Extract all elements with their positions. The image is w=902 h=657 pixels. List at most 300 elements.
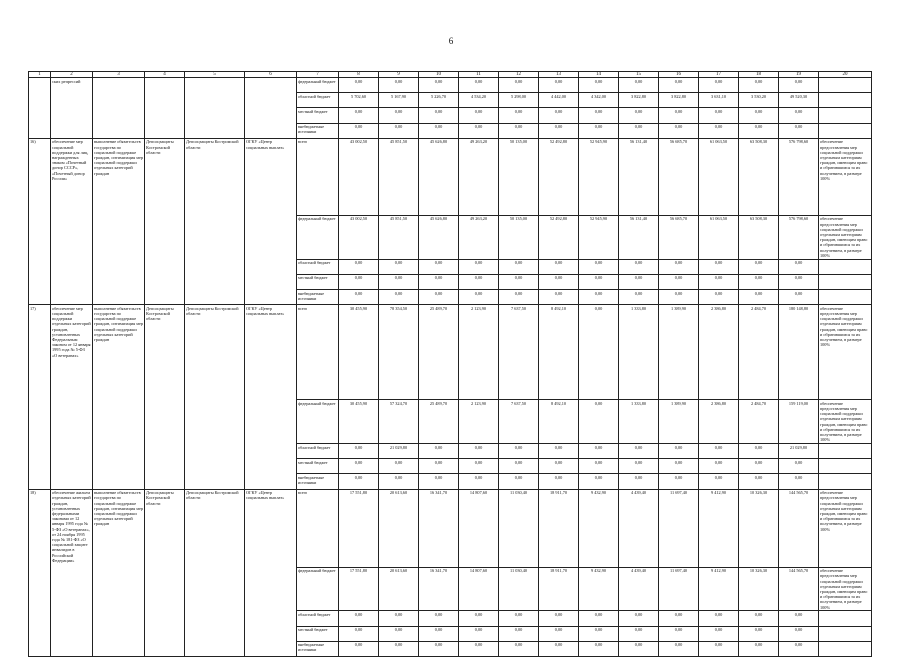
amount-cell: 0,00 xyxy=(619,123,659,138)
amount-cell: 4 342,00 xyxy=(579,93,619,108)
amount-cell: 3 822,80 xyxy=(659,93,699,108)
amount-cell: 0,00 xyxy=(459,123,499,138)
amount-cell: 0,00 xyxy=(339,78,379,93)
amount-cell: 0,00 xyxy=(579,274,619,289)
amount-cell: 3 822,80 xyxy=(619,93,659,108)
amount-cell: 78 354,50 xyxy=(379,305,419,400)
amount-cell: 144 565,70 xyxy=(779,567,819,611)
amount-cell: 0,00 xyxy=(379,289,419,304)
amount-cell: 30 455,90 xyxy=(339,305,379,400)
expected-result: обеспечение предоставления мер социальной поддержки отдельным категориям граждан, имеющим право и обратившимся за их получением, в размере 100% xyxy=(819,567,872,611)
amount-cell: 0,00 xyxy=(379,474,419,489)
amount-cell: 1 333,80 xyxy=(619,305,659,400)
amount-cell: 0,00 xyxy=(739,274,779,289)
amount-cell: 0,00 xyxy=(619,274,659,289)
amount-cell: 0,00 xyxy=(619,474,659,489)
expected-result: обеспечение предоставления мер социальной поддержки отдельным категориям граждан, имеющим право и обратившимся за их получением, в размере 100% xyxy=(819,305,872,400)
funding-source: внебюджетные источники xyxy=(297,289,339,304)
amount-cell: 0,00 xyxy=(339,259,379,274)
amount-cell: 0,00 xyxy=(779,289,819,304)
column-number: 4 xyxy=(145,72,185,78)
funding-source: федеральный бюджет xyxy=(297,567,339,611)
amount-cell: 0,00 xyxy=(579,108,619,123)
amount-cell: 0,00 xyxy=(459,289,499,304)
amount-cell: 1 389,90 xyxy=(659,400,699,444)
column-number: 15 xyxy=(619,72,659,78)
amount-cell: 0,00 xyxy=(619,443,659,458)
column-number: 6 xyxy=(245,72,297,78)
amount-cell: 5 167,90 xyxy=(379,93,419,108)
amount-cell: 2 386,80 xyxy=(699,400,739,444)
amount-cell: 9 432,90 xyxy=(579,567,619,611)
amount-cell: 52 945,90 xyxy=(579,215,619,259)
amount-cell: 0,00 xyxy=(659,259,699,274)
amount-cell: 11 697,40 xyxy=(659,567,699,611)
column-number: 20 xyxy=(819,72,872,78)
amount-cell: 0,00 xyxy=(739,123,779,138)
amount-cell: 0,00 xyxy=(739,641,779,656)
amount-cell: 11 030,40 xyxy=(499,489,539,567)
amount-cell: 0,00 xyxy=(779,123,819,138)
amount-cell: 0,00 xyxy=(699,78,739,93)
amount-cell: 25 489,70 xyxy=(419,400,459,444)
amount-cell: 0,00 xyxy=(459,611,499,626)
amount-cell: 49 263,20 xyxy=(459,215,499,259)
amount-cell: 0,00 xyxy=(699,611,739,626)
amount-cell: 3 631,10 xyxy=(699,93,739,108)
funding-source: внебюджетные источники xyxy=(297,474,339,489)
amount-cell: 16 341,70 xyxy=(419,489,459,567)
amount-cell: 2 484,70 xyxy=(739,400,779,444)
amount-cell: 0,00 xyxy=(579,626,619,641)
empty-cell xyxy=(819,259,872,274)
amount-cell: 17 551,80 xyxy=(339,489,379,567)
amount-cell: 43 002,50 xyxy=(339,215,379,259)
amount-cell: 0,00 xyxy=(499,443,539,458)
amount-cell: 0,00 xyxy=(659,78,699,93)
amount-cell: 18 911,70 xyxy=(539,567,579,611)
amount-cell: 9 412,90 xyxy=(699,489,739,567)
amount-cell: 4 439,40 xyxy=(619,567,659,611)
amount-cell: 0,00 xyxy=(499,259,539,274)
obligation-text: выполнение обязательств государства по социальной поддержке граждан, оптимизация мер социальной поддержки отдельных категорий граждан xyxy=(93,138,145,304)
amount-cell: 0,00 xyxy=(539,611,579,626)
amount-cell: 0,00 xyxy=(339,611,379,626)
amount-cell: 0,00 xyxy=(339,474,379,489)
column-number: 13 xyxy=(539,72,579,78)
amount-cell: 0,00 xyxy=(539,78,579,93)
co-executor: Депсоцзащиты Костромской области xyxy=(185,138,245,304)
amount-cell: 2 484,70 xyxy=(739,305,779,400)
amount-cell: 0,00 xyxy=(739,474,779,489)
amount-cell: 0,00 xyxy=(419,474,459,489)
amount-cell: 0,00 xyxy=(659,626,699,641)
amount-cell: 0,00 xyxy=(339,289,379,304)
amount-cell: 0,00 xyxy=(699,123,739,138)
funding-source: всего xyxy=(297,489,339,567)
amount-cell: 2 386,80 xyxy=(699,305,739,400)
event-name: обеспечение мер социальной поддержки для лиц, награжденных знаком «Почетный донор СССР», «Почетный донор России» xyxy=(51,138,93,304)
amount-cell: 7 637,50 xyxy=(499,400,539,444)
amount-cell: 45 851,50 xyxy=(379,215,419,259)
amount-cell: 0,00 xyxy=(539,274,579,289)
funding-source: местный бюджет xyxy=(297,108,339,123)
program-table xyxy=(28,71,872,657)
funding-source: всего xyxy=(297,138,339,215)
amount-cell: 0,00 xyxy=(379,459,419,474)
amount-cell: 11 030,40 xyxy=(499,567,539,611)
amount-cell: 0,00 xyxy=(379,78,419,93)
amount-cell: 0,00 xyxy=(459,641,499,656)
expected-result: обеспечение предоставления мер социальной поддержки отдельным категориям граждан, имеющим право и обратившимся за их получением, в размере 100% xyxy=(819,400,872,444)
amount-cell: 144 565,70 xyxy=(779,489,819,567)
amount-cell: 0,00 xyxy=(779,474,819,489)
amount-cell: 0,00 xyxy=(779,108,819,123)
executor: Депсоцзащиты Костромской области xyxy=(145,138,185,304)
amount-cell: 0,00 xyxy=(539,123,579,138)
column-number: 18 xyxy=(739,72,779,78)
amount-cell: 0,00 xyxy=(699,443,739,458)
amount-cell: 0,00 xyxy=(539,108,579,123)
amount-cell: 61 063,50 xyxy=(699,215,739,259)
amount-cell: 0,00 xyxy=(419,459,459,474)
column-number: 19 xyxy=(779,72,819,78)
amount-cell: 30 455,90 xyxy=(339,400,379,444)
amount-cell: 0,00 xyxy=(739,289,779,304)
amount-cell: 0,00 xyxy=(339,108,379,123)
amount-cell: 8 492,10 xyxy=(539,305,579,400)
empty-cell xyxy=(819,108,872,123)
amount-cell: 8 492,10 xyxy=(539,400,579,444)
amount-cell: 0,00 xyxy=(459,443,499,458)
column-number: 16 xyxy=(659,72,699,78)
amount-cell: 0,00 xyxy=(379,274,419,289)
amount-cell: 0,00 xyxy=(659,459,699,474)
empty-cell xyxy=(819,641,872,656)
amount-cell: 4 439,40 xyxy=(619,489,659,567)
amount-cell: 0,00 xyxy=(419,123,459,138)
amount-cell: 0,00 xyxy=(499,641,539,656)
amount-cell: 0,00 xyxy=(699,108,739,123)
amount-cell: 1 333,80 xyxy=(619,400,659,444)
amount-cell: 5 226,70 xyxy=(419,93,459,108)
amount-cell: 0,00 xyxy=(539,459,579,474)
amount-cell: 0,00 xyxy=(699,626,739,641)
event-name: обеспечение мер социальной поддержки отдельных категорий граждан, установленных Федеральным законом от 12 января 1995 года № 5-ФЗ «О ветеранах» xyxy=(51,305,93,489)
amount-cell: 0,00 xyxy=(659,443,699,458)
event-name: обеспечение жильем отдельных категорий граждан, установленных федеральными законами от 12 января 1995 года № 5-ФЗ «О ветеранах», от 24 ноября 1995 года № 181-ФЗ «О социальной защите инвалидов в Российской Федерации» xyxy=(51,489,93,656)
column-number: 5 xyxy=(185,72,245,78)
amount-cell: 0,00 xyxy=(379,611,419,626)
amount-cell: 11 697,40 xyxy=(659,489,699,567)
amount-cell: 0,00 xyxy=(419,108,459,123)
recipient: ОГКУ «Центр социальных выплат» xyxy=(245,138,297,304)
amount-cell: 57 324,70 xyxy=(379,400,419,444)
funding-source: областной бюджет xyxy=(297,93,339,108)
amount-cell: 0,00 xyxy=(779,78,819,93)
amount-cell: 0,00 xyxy=(619,78,659,93)
amount-cell: 0,00 xyxy=(699,474,739,489)
amount-cell: 0,00 xyxy=(499,274,539,289)
recipient: ОГКУ «Центр социальных выплат» xyxy=(245,305,297,489)
amount-cell: 0,00 xyxy=(499,459,539,474)
amount-cell: 0,00 xyxy=(379,259,419,274)
column-number: 9 xyxy=(379,72,419,78)
amount-cell: 0,00 xyxy=(579,78,619,93)
amount-cell: 45 851,50 xyxy=(379,138,419,215)
amount-cell: 4 534,20 xyxy=(459,93,499,108)
amount-cell: 0,00 xyxy=(659,641,699,656)
amount-cell: 0,00 xyxy=(539,443,579,458)
amount-cell: 0,00 xyxy=(339,443,379,458)
amount-cell: 63 508,30 xyxy=(739,215,779,259)
amount-cell: 0,00 xyxy=(459,474,499,489)
amount-cell: 0,00 xyxy=(659,123,699,138)
funding-source: областной бюджет xyxy=(297,443,339,458)
amount-cell: 0,00 xyxy=(459,274,499,289)
amount-cell: 0,00 xyxy=(619,108,659,123)
amount-cell: 0,00 xyxy=(659,274,699,289)
amount-cell: 61 063,50 xyxy=(699,138,739,215)
empty-cell xyxy=(819,78,872,93)
amount-cell: 0,00 xyxy=(499,474,539,489)
amount-cell: 20 613,60 xyxy=(379,567,419,611)
column-number: 7 xyxy=(297,72,339,78)
expected-result: обеспечение предоставления мер социальной поддержки отдельным категориям граждан, имеющим право и обратившимся за их получением, в размере 100% xyxy=(819,215,872,259)
amount-cell: 0,00 xyxy=(579,459,619,474)
amount-cell: 18 911,70 xyxy=(539,489,579,567)
amount-cell: 0,00 xyxy=(739,611,779,626)
amount-cell: 14 807,60 xyxy=(459,489,499,567)
amount-cell: 21 029,80 xyxy=(379,443,419,458)
funding-source: внебюджетные источники xyxy=(297,641,339,656)
amount-cell: 0,00 xyxy=(739,259,779,274)
amount-cell: 0,00 xyxy=(699,274,739,289)
amount-cell: 0,00 xyxy=(339,459,379,474)
amount-cell: 21 029,80 xyxy=(779,443,819,458)
amount-cell: 0,00 xyxy=(339,123,379,138)
amount-cell: 0,00 xyxy=(579,305,619,400)
funding-source: областной бюджет xyxy=(297,259,339,274)
amount-cell: 14 807,60 xyxy=(459,567,499,611)
amount-cell: 0,00 xyxy=(379,108,419,123)
amount-cell: 0,00 xyxy=(779,611,819,626)
amount-cell: 0,00 xyxy=(779,641,819,656)
column-number: 17 xyxy=(699,72,739,78)
amount-cell: 180 148,80 xyxy=(779,305,819,400)
column-number: 12 xyxy=(499,72,539,78)
amount-cell: 0,00 xyxy=(619,641,659,656)
amount-cell: 576 798,60 xyxy=(779,138,819,215)
amount-cell: 0,00 xyxy=(739,459,779,474)
row-number: 18) xyxy=(29,489,51,656)
table-row xyxy=(29,138,872,215)
page-number: 6 xyxy=(448,36,454,46)
amount-cell: 0,00 xyxy=(579,611,619,626)
amount-cell: 159 119,00 xyxy=(779,400,819,444)
amount-cell: 0,00 xyxy=(419,641,459,656)
expected-result: обеспечение предоставления мер социальной поддержки отдельным категориям граждан, имеющим право и обратившимся за их получением, в размере 100% xyxy=(819,489,872,567)
column-number: 11 xyxy=(459,72,499,78)
empty-cell xyxy=(819,474,872,489)
amount-cell: 0,00 xyxy=(459,626,499,641)
executor: Депсоцзащиты Костромской области xyxy=(145,489,185,656)
table-row xyxy=(29,489,872,567)
amount-cell: 4 442,00 xyxy=(539,93,579,108)
amount-cell: 25 489,70 xyxy=(419,305,459,400)
amount-cell: 0,00 xyxy=(379,123,419,138)
amount-cell: 0,00 xyxy=(659,611,699,626)
obligation-text: выполнение обязательств государства по социальной поддержке граждан, оптимизация мер социальной поддержки отдельных категорий граждан xyxy=(93,305,145,489)
amount-cell: 0,00 xyxy=(779,459,819,474)
amount-cell: 0,00 xyxy=(419,626,459,641)
executor: Депсоцзащиты Костромской области xyxy=(145,305,185,489)
amount-cell: 0,00 xyxy=(499,108,539,123)
amount-cell: 52 492,80 xyxy=(539,215,579,259)
amount-cell: 45 626,80 xyxy=(419,215,459,259)
row-number: 17) xyxy=(29,305,51,489)
funding-source: федеральный бюджет xyxy=(297,215,339,259)
amount-cell: 0,00 xyxy=(739,626,779,641)
amount-cell: 9 412,90 xyxy=(699,567,739,611)
amount-cell: 16 341,70 xyxy=(419,567,459,611)
amount-cell: 0,00 xyxy=(579,400,619,444)
amount-cell: 0,00 xyxy=(779,259,819,274)
amount-cell: 45 626,80 xyxy=(419,138,459,215)
obligation-text: выполнение обязательств государства по социальной поддержке граждан, оптимизация мер социальной поддержки отдельных категорий граждан xyxy=(93,489,145,656)
amount-cell: 56 685,70 xyxy=(659,215,699,259)
column-number: 2 xyxy=(51,72,93,78)
empty-cell xyxy=(819,123,872,138)
empty-cell xyxy=(245,78,297,139)
amount-cell: 0,00 xyxy=(619,626,659,641)
amount-cell: 0,00 xyxy=(459,259,499,274)
amount-cell: 0,00 xyxy=(539,259,579,274)
amount-cell: 43 002,50 xyxy=(339,138,379,215)
amount-cell: 0,00 xyxy=(419,274,459,289)
amount-cell: 0,00 xyxy=(739,443,779,458)
amount-cell: 0,00 xyxy=(779,626,819,641)
table-body xyxy=(29,72,872,657)
amount-cell: 0,00 xyxy=(459,78,499,93)
amount-cell: 0,00 xyxy=(619,259,659,274)
amount-cell: 0,00 xyxy=(739,78,779,93)
expected-result: обеспечение предоставления мер социальной поддержки отдельным категориям граждан, имеющим право и обратившимся за их получением, в размере 100% xyxy=(819,138,872,215)
empty-cell xyxy=(819,274,872,289)
amount-cell: 0,00 xyxy=(459,108,499,123)
row-number: 16) xyxy=(29,138,51,304)
amount-cell: 0,00 xyxy=(339,274,379,289)
amount-cell: 49 520,30 xyxy=(779,93,819,108)
funding-source: всего xyxy=(297,305,339,400)
funding-source: местный бюджет xyxy=(297,459,339,474)
empty-cell xyxy=(819,611,872,626)
amount-cell: 5 298,00 xyxy=(499,93,539,108)
amount-cell: 0,00 xyxy=(659,474,699,489)
recipient: ОГКУ «Центр социальных выплат» xyxy=(245,489,297,656)
amount-cell: 17 551,80 xyxy=(339,567,379,611)
empty-cell xyxy=(185,78,245,139)
amount-cell: 0,00 xyxy=(539,641,579,656)
amount-cell: 20 613,60 xyxy=(379,489,419,567)
amount-cell: 0,00 xyxy=(699,459,739,474)
amount-cell: 0,00 xyxy=(579,259,619,274)
column-number: 8 xyxy=(339,72,379,78)
column-number: 1 xyxy=(29,72,51,78)
empty-cell xyxy=(819,443,872,458)
empty-cell xyxy=(145,78,185,139)
column-number: 10 xyxy=(419,72,459,78)
amount-cell: 0,00 xyxy=(419,289,459,304)
empty-cell xyxy=(819,289,872,304)
amount-cell: 50 135,00 xyxy=(499,138,539,215)
amount-cell: 0,00 xyxy=(579,289,619,304)
co-executor: Депсоцзащиты Костромской области xyxy=(185,489,245,656)
amount-cell: 0,00 xyxy=(619,289,659,304)
amount-cell: 0,00 xyxy=(619,459,659,474)
amount-cell: 10 326,30 xyxy=(739,489,779,567)
amount-cell: 5 702,60 xyxy=(339,93,379,108)
amount-cell: 10 326,30 xyxy=(739,567,779,611)
co-executor: Депсоцзащиты Костромской области xyxy=(185,305,245,489)
amount-cell: 56 131,40 xyxy=(619,138,659,215)
amount-cell: 52 492,80 xyxy=(539,138,579,215)
amount-cell: 0,00 xyxy=(379,626,419,641)
amount-cell: 52 945,90 xyxy=(579,138,619,215)
amount-cell: 0,00 xyxy=(659,108,699,123)
amount-cell: 576 798,60 xyxy=(779,215,819,259)
empty-cell xyxy=(819,93,872,108)
amount-cell: 0,00 xyxy=(699,289,739,304)
amount-cell: 2 123,90 xyxy=(459,400,499,444)
funding-source: областной бюджет xyxy=(297,611,339,626)
amount-cell: 0,00 xyxy=(499,123,539,138)
amount-cell: 0,00 xyxy=(339,641,379,656)
amount-cell: 0,00 xyxy=(539,289,579,304)
empty-cell xyxy=(93,78,145,139)
amount-cell: 0,00 xyxy=(579,443,619,458)
funding-source: местный бюджет xyxy=(297,626,339,641)
amount-cell: 0,00 xyxy=(379,641,419,656)
empty-cell xyxy=(819,459,872,474)
funding-source: федеральный бюджет xyxy=(297,400,339,444)
amount-cell: 50 135,00 xyxy=(499,215,539,259)
amount-cell: 0,00 xyxy=(539,626,579,641)
amount-cell: 0,00 xyxy=(579,641,619,656)
amount-cell: 7 637,50 xyxy=(499,305,539,400)
amount-cell: 0,00 xyxy=(699,259,739,274)
amount-cell: 0,00 xyxy=(539,474,579,489)
amount-cell: 0,00 xyxy=(339,626,379,641)
amount-cell: 49 263,20 xyxy=(459,138,499,215)
funding-source: федеральный бюджет xyxy=(297,78,339,93)
row-number-cell xyxy=(29,78,51,139)
amount-cell: 0,00 xyxy=(419,443,459,458)
amount-cell: 0,00 xyxy=(499,626,539,641)
amount-cell: 3 530,20 xyxy=(739,93,779,108)
funding-source: внебюджетные источники xyxy=(297,123,339,138)
amount-cell: 0,00 xyxy=(499,611,539,626)
column-number: 3 xyxy=(93,72,145,78)
amount-cell: 0,00 xyxy=(739,108,779,123)
amount-cell: 0,00 xyxy=(499,289,539,304)
amount-cell: 0,00 xyxy=(579,474,619,489)
amount-cell: 56 131,40 xyxy=(619,215,659,259)
amount-cell: 0,00 xyxy=(699,641,739,656)
amount-cell: 1 389,90 xyxy=(659,305,699,400)
funding-source: местный бюджет xyxy=(297,274,339,289)
amount-cell: 0,00 xyxy=(619,611,659,626)
